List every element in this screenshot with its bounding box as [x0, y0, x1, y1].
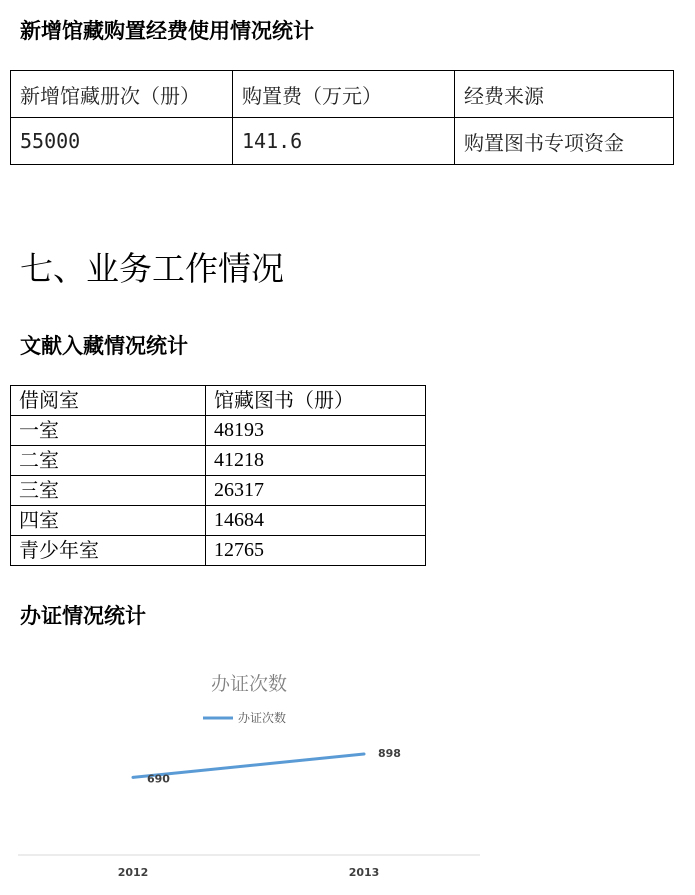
room-count: 12765: [206, 536, 426, 566]
header-cell: 馆藏图书（册）: [206, 386, 426, 416]
table-row: [11, 536, 426, 566]
data-point: [363, 752, 366, 755]
collection-table: [10, 385, 426, 566]
chart-title: 办证次数: [210, 673, 288, 695]
x-tick-label: 2013: [348, 866, 380, 879]
table-row: [11, 118, 674, 165]
data-label: 690: [147, 772, 170, 786]
table-row: [11, 416, 426, 446]
room-name: 二室: [11, 446, 206, 476]
section-title-collection: 文献入藏情况统计: [20, 334, 188, 358]
table-row: [11, 446, 426, 476]
table-row: [11, 506, 426, 536]
header-cell: 经费来源: [455, 71, 674, 118]
table-row: [11, 476, 426, 506]
header-cell: 借阅室: [11, 386, 206, 416]
cell-source: 购置图书专项资金: [455, 118, 674, 165]
x-tick-label: 2012: [117, 866, 149, 879]
heading-business-work: 七、业务工作情况: [20, 249, 284, 288]
section-title-cards: 办证情况统计: [20, 604, 146, 628]
room-count: 41218: [206, 446, 426, 476]
table-header-row: [11, 71, 674, 118]
section-title-funding: 新增馆藏购置经费使用情况统计: [20, 19, 314, 43]
cell-cost: 141.6: [233, 118, 455, 165]
table-header-row: [11, 386, 426, 416]
funding-table: [10, 70, 674, 165]
room-name: 三室: [11, 476, 206, 506]
cell-volumes: 55000: [11, 118, 233, 165]
data-label: 898: [378, 746, 401, 760]
data-point: [132, 776, 135, 779]
room-count: 14684: [206, 506, 426, 536]
legend-label: 办证次数: [238, 711, 287, 725]
header-cell: 新增馆藏册次（册）: [11, 71, 233, 118]
room-count: 48193: [206, 416, 426, 446]
cards-line-chart: [0, 650, 500, 895]
room-name: 四室: [11, 506, 206, 536]
header-cell: 购置费（万元）: [233, 71, 455, 118]
room-name: 一室: [11, 416, 206, 446]
room-name: 青少年室: [11, 536, 206, 566]
room-count: 26317: [206, 476, 426, 506]
